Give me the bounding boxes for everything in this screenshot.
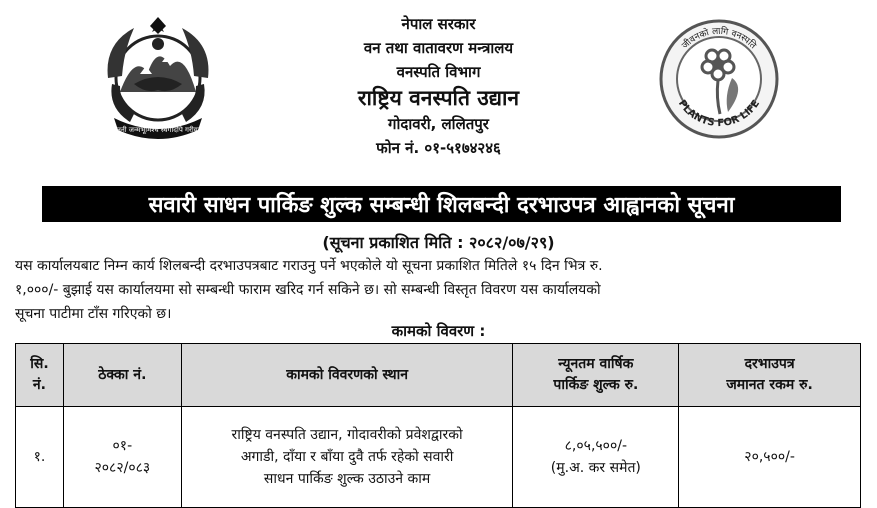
cell-minimum-fee: ८,०५,५००/- (मु.अ. कर समेत) bbox=[513, 407, 679, 508]
office-header bbox=[250, 12, 627, 160]
office-name: राष्ट्रिय वनस्पति उद्यान bbox=[357, 86, 520, 110]
table-row bbox=[16, 407, 861, 508]
work-details-heading: कामको विवरण : bbox=[391, 322, 486, 340]
cell-work-description: राष्ट्रिय वनस्पति उद्यान, गोदावरीको प्रवेशद्वारको अगाडी, दाँया र बाँया दुवै तर्फ रहेको सवारी साधन पार्किङ शुल्क उठाउने काम bbox=[181, 407, 513, 508]
header-bid-bond: दरभाउपत्र जमानत रकम रु. bbox=[679, 344, 861, 407]
header-contract-number: ठेक्का नं. bbox=[63, 344, 181, 407]
notice-line: १,०००/- बुझाई यस कार्यालयमा सो सम्बन्धी फाराम खरिद गर्न सकिने छ। सो सम्बन्धी विस्तृत विवरण यस कार्यालयको bbox=[15, 282, 601, 298]
svg-text:जीवनको लागि वनस्पति: जीवनको लागि वनस्पति bbox=[680, 26, 758, 52]
office-phone: फोन नं. ०१-५१७४२४६ bbox=[376, 139, 501, 157]
notice-paragraph bbox=[15, 254, 863, 326]
svg-text:जननी जन्मभूमिश्च स्वर्गादपि गर: जननी जन्मभूमिश्च स्वर्गादपि गरीयसी bbox=[111, 126, 205, 134]
government-name: नेपाल सरकार bbox=[401, 15, 476, 33]
office-address: गोदावरी, ललितपुर bbox=[388, 115, 489, 133]
plants-for-life-logo bbox=[658, 16, 780, 142]
header-work-description: कामको विवरणको स्थान bbox=[181, 344, 513, 407]
svg-text:PLANTS FOR LIFE: PLANTS FOR LIFE bbox=[675, 98, 763, 130]
nepal-government-emblem bbox=[94, 14, 222, 142]
cell-contract-number: ०१- २०८२/०८३ bbox=[63, 407, 181, 508]
work-details-table bbox=[15, 343, 861, 508]
cell-serial-number: १. bbox=[16, 407, 64, 508]
header-minimum-fee: न्यूनतम वार्षिक पार्किङ शुल्क रु. bbox=[513, 344, 679, 407]
cell-bid-bond: २०,५००/- bbox=[679, 407, 861, 508]
table-header-row bbox=[16, 344, 861, 407]
department-name: वनस्पति विभाग bbox=[396, 63, 481, 81]
notice-line: सूचना पाटीमा टाँस गरिएको छ। bbox=[15, 306, 172, 322]
notice-title: सवारी साधन पार्किङ शुल्क सम्बन्धी शिलबन्दी दरभाउपत्र आह्वानको सूचना bbox=[42, 186, 841, 222]
notice-line: यस कार्यालयबाट निम्न कार्य शिलबन्दी दरभाउपत्रबाट गराउनु पर्ने भएकोले यो सूचना प्रकाशित मितिले १५ दिन भित्र रु. bbox=[15, 258, 603, 274]
header-serial-number: सि. नं. bbox=[16, 344, 64, 407]
publication-date: (सूचना प्रकाशित मिति : २०८२/०७/२९) bbox=[322, 233, 555, 252]
ministry-name: वन तथा वातावरण मन्त्रालय bbox=[363, 39, 514, 57]
